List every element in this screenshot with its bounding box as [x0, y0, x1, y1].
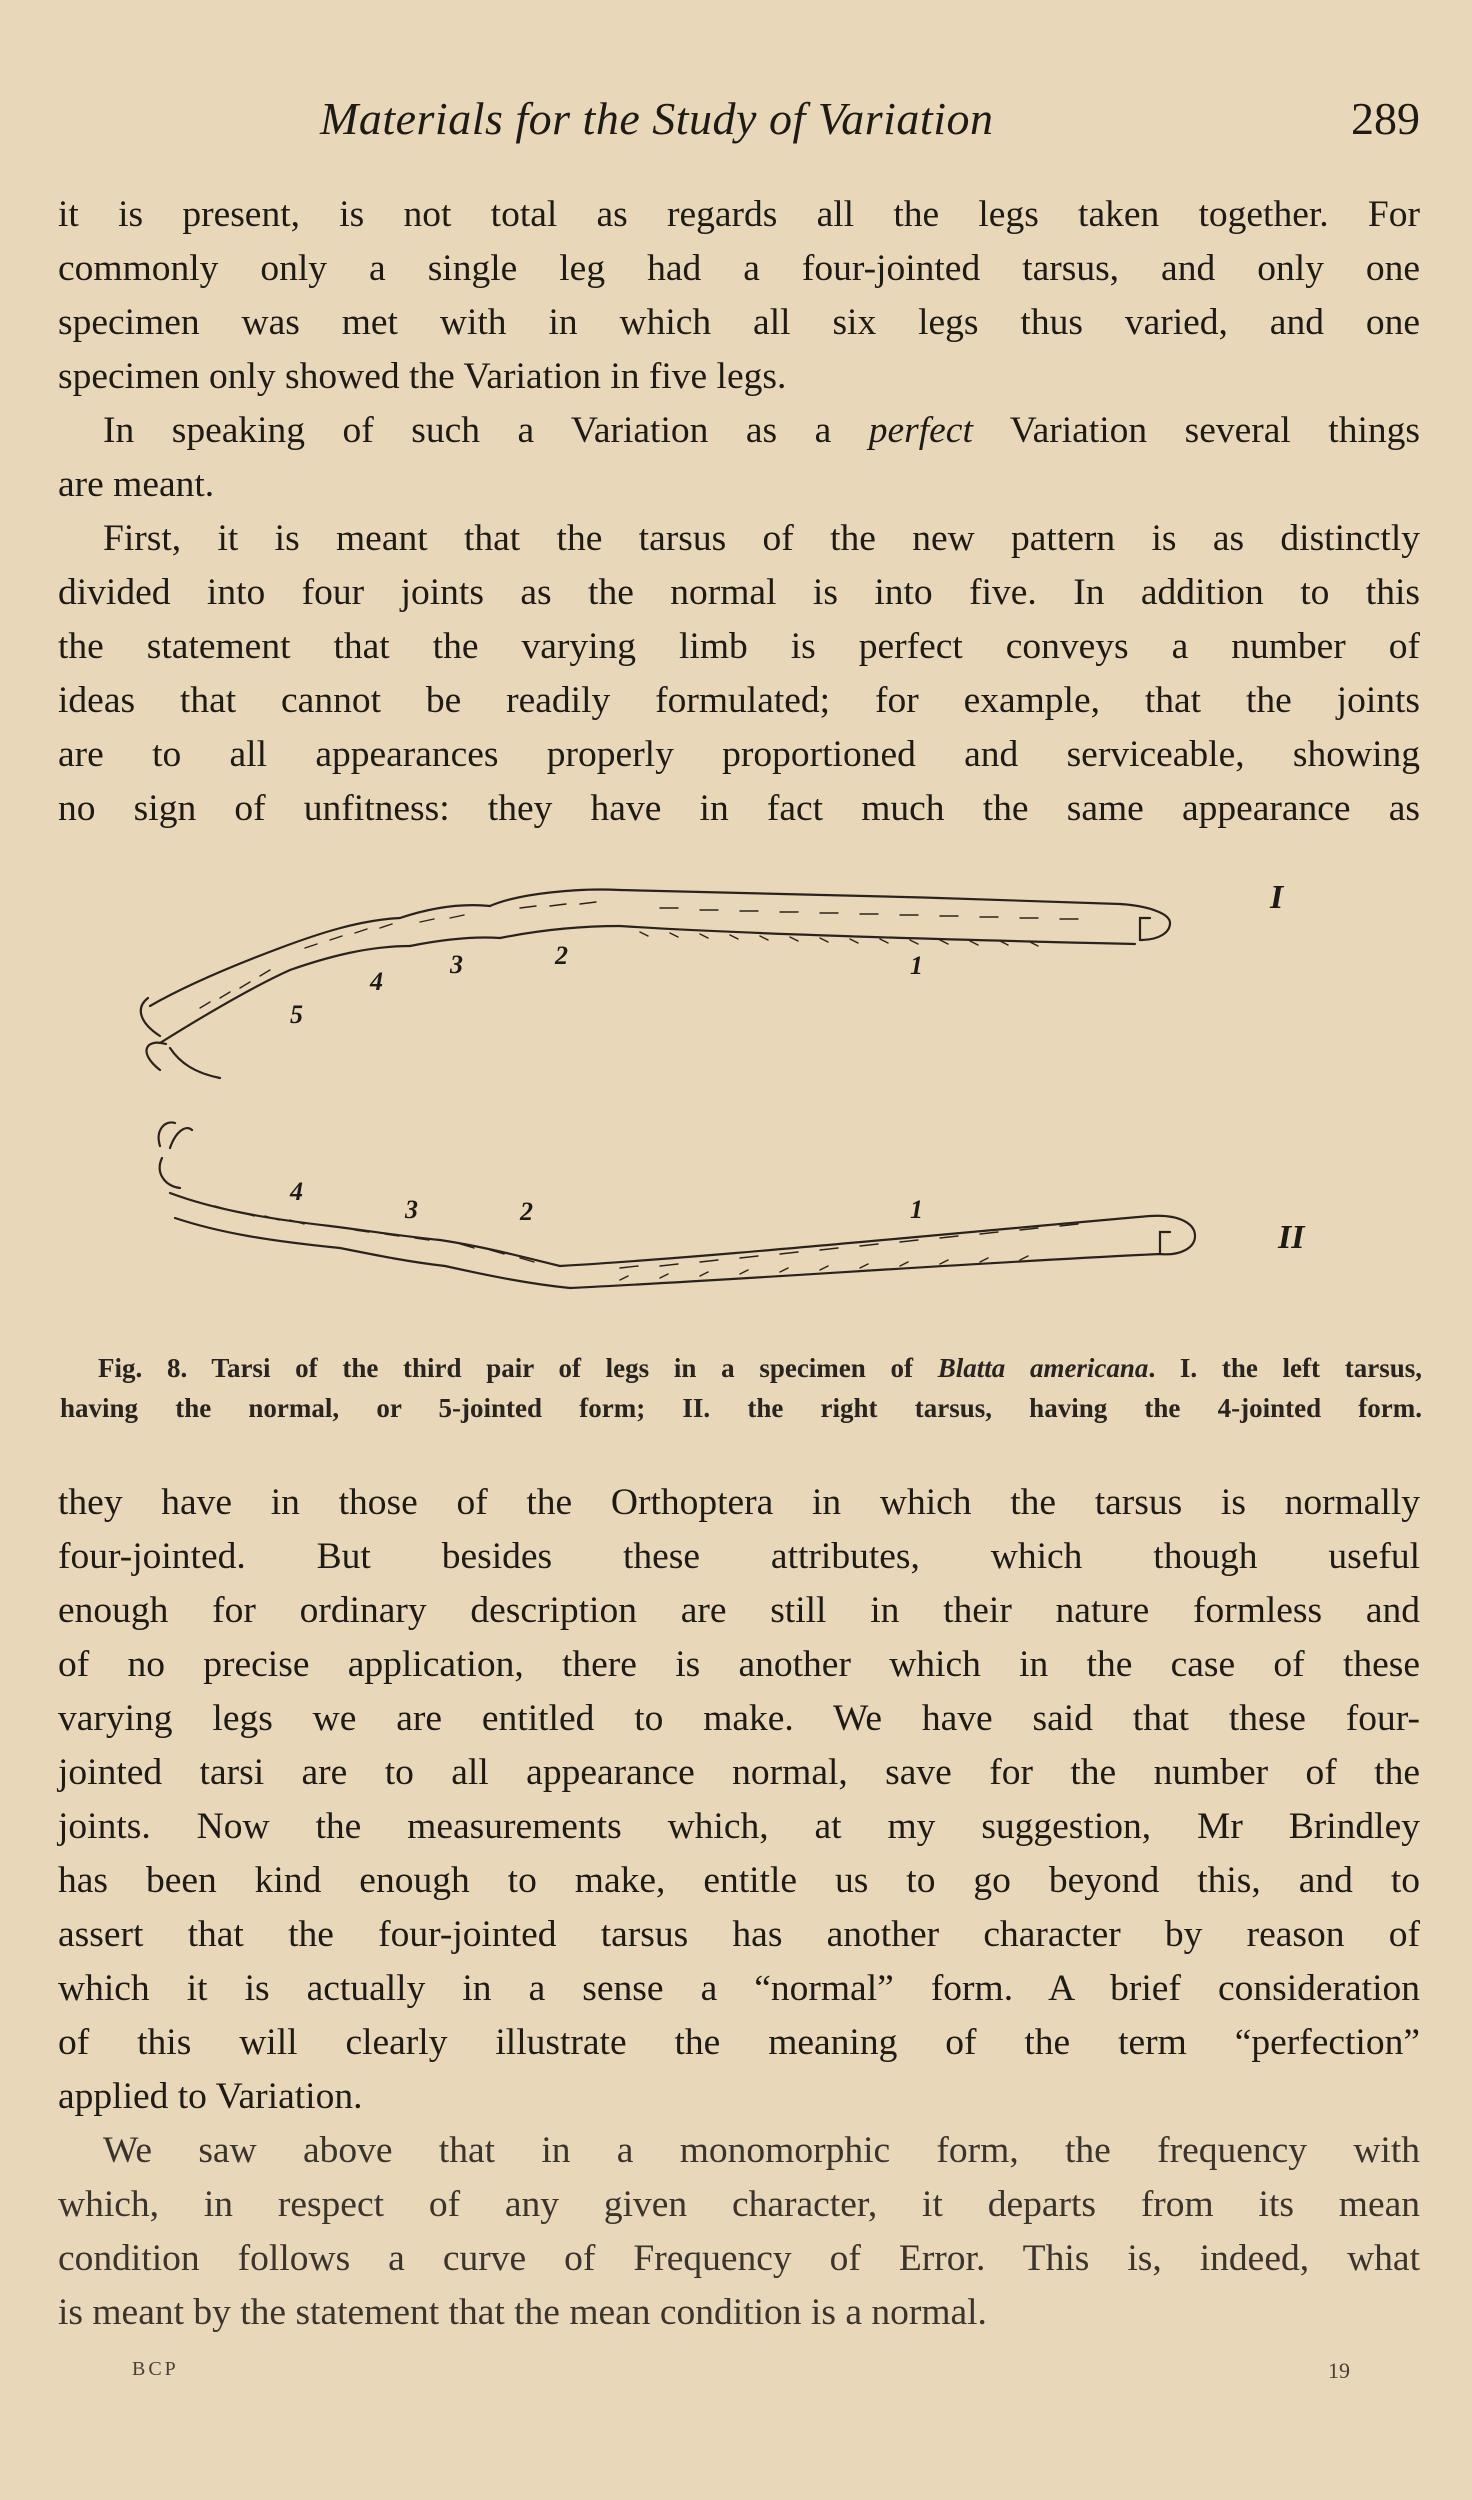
joint-label-5: 5	[290, 1000, 303, 1029]
joint-label-1: 1	[910, 1195, 923, 1224]
joint-label-2: 2	[520, 1197, 533, 1226]
text-line: has been kind enough to make, entitle us to go beyond this, and to	[58, 1860, 1420, 1901]
text-run: Fig. 8. Tarsi of the third pair of legs in a specimen of	[98, 1353, 938, 1383]
text-line: applied to Variation.	[58, 2076, 363, 2117]
text-line: of no precise application, there is another which in the case of these	[58, 1644, 1420, 1685]
text-line: of this will clearly illustrate the meaning of the term “perfection”	[58, 2022, 1420, 2063]
tarsi-illustration	[100, 848, 1380, 1338]
text-line: are meant.	[58, 464, 215, 505]
text-line: it is present, is not total as regards all the legs taken together. For	[58, 194, 1420, 235]
printer-signature: BCP	[132, 2358, 179, 2380]
text-line: ideas that cannot be readily formulated; for example, that the joints	[58, 680, 1420, 721]
caption-line	[60, 1348, 1422, 1388]
paragraph-4	[58, 1476, 1420, 2124]
text-line: varying legs we are entitled to make. We have said that these four-	[58, 1698, 1420, 1739]
text-line: they have in those of the Orthoptera in which the tarsus is normally	[58, 1482, 1420, 1523]
joint-label-3: 3	[450, 950, 463, 979]
text-line: which it is actually in a sense a “normal” form. A brief consideration	[58, 1968, 1420, 2009]
species-name: Blatta americana	[937, 1353, 1149, 1383]
text-line: which, in respect of any given character, it departs from its mean	[58, 2184, 1420, 2225]
text-line: divided into four joints as the normal is into five. In addition to this	[58, 572, 1420, 613]
figure-label-I: I	[1270, 879, 1284, 916]
text-line: First, it is meant that the tarsus of the new pattern is as distinctly	[103, 518, 1420, 559]
text-line: the statement that the varying limb is perfect conveys a number of	[58, 626, 1420, 667]
text-line: condition follows a curve of Frequency of Error. This is, indeed, what	[58, 2238, 1420, 2279]
text-line: specimen only showed the Variation in five legs.	[58, 356, 787, 397]
text-run: In speaking of such a Variation as a	[103, 410, 869, 451]
text-line: no sign of unfitness: they have in fact much the same appearance as	[58, 788, 1420, 829]
running-title: Materials for the Study of Variation	[320, 93, 994, 144]
page-number: 289	[1351, 93, 1420, 144]
emphasis-perfect: perfect	[868, 410, 973, 451]
paragraph-5	[58, 2124, 1420, 2340]
joint-label-2: 2	[555, 941, 568, 970]
paragraph-1	[58, 188, 1420, 404]
joint-label-4: 4	[370, 967, 383, 996]
paragraph-2	[58, 404, 1420, 512]
text-line: joints. Now the measurements which, at my suggestion, Mr Brindley	[58, 1806, 1420, 1847]
text-run: Variation several things	[972, 410, 1420, 451]
joint-label-1: 1	[910, 951, 923, 980]
figure-label-II: II	[1278, 1219, 1305, 1256]
caption-line: having the normal, or 5-jointed form; II. the right tarsus, having the 4-jointed form.	[60, 1393, 1422, 1423]
joint-label-4: 4	[290, 1177, 303, 1206]
text-line: jointed tarsi are to all appearance normal, save for the number of the	[58, 1752, 1420, 1793]
tarsus-I-drawing	[141, 890, 1170, 1078]
tarsus-II-drawing	[159, 1122, 1195, 1288]
text-line: specimen was met with in which all six legs thus varied, and one	[58, 302, 1420, 343]
text-line: are to all appearances properly proportioned and serviceable, showing	[58, 734, 1420, 775]
text-line: We saw above that in a monomorphic form, the frequency with	[103, 2130, 1420, 2171]
text-run: . I. the left tarsus,	[1148, 1353, 1422, 1383]
text-line: is meant by the statement that the mean condition is a normal.	[58, 2292, 987, 2333]
text-line: assert that the four-jointed tarsus has another character by reason of	[58, 1914, 1420, 1955]
text-line	[58, 404, 1420, 458]
text-line: four-jointed. But besides these attributes, which though useful	[58, 1536, 1420, 1577]
text-line: enough for ordinary description are still in their nature formless and	[58, 1590, 1420, 1631]
running-header	[60, 92, 1420, 162]
paragraph-3	[58, 512, 1420, 836]
joint-label-3: 3	[405, 1195, 418, 1224]
text-line: commonly only a single leg had a four-jointed tarsus, and only one	[58, 248, 1420, 289]
figure-caption	[60, 1348, 1422, 1428]
sheet-number: 19	[1328, 2358, 1350, 2383]
tarsi-figure	[100, 848, 1380, 1338]
